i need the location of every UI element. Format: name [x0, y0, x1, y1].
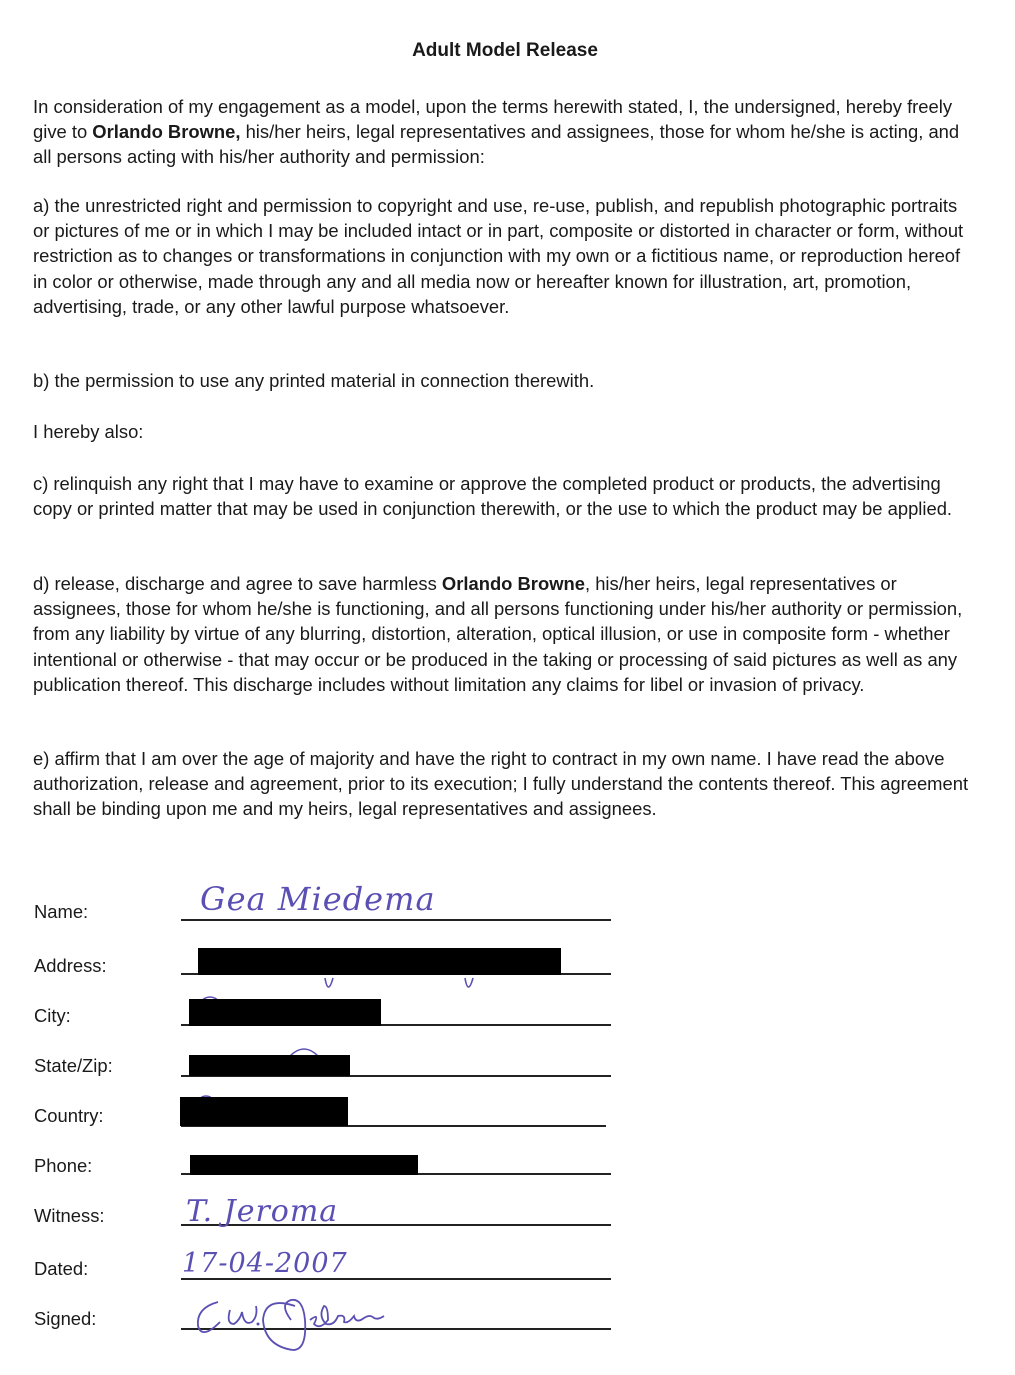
- also-heading: I hereby also:: [33, 421, 144, 442]
- statezip-redaction: [189, 1055, 350, 1076]
- country-label: Country:: [34, 1105, 104, 1126]
- signed-label: Signed:: [34, 1308, 97, 1329]
- statezip-label: State/Zip:: [34, 1055, 113, 1076]
- address-redaction: [198, 948, 561, 975]
- phone-label: Phone:: [34, 1155, 93, 1176]
- dated-handwritten: 17-04-2007: [182, 1248, 348, 1279]
- photographer-name-d: Orlando Browne: [441, 573, 585, 594]
- clause-d-text-1: d) release, discharge and agree to save harmless: [33, 573, 442, 594]
- witness-label: Witness:: [34, 1205, 105, 1226]
- name-handwritten: Gea Miedema: [200, 880, 436, 918]
- clause-b: b) the permission to use any printed material in connection therewith.: [33, 370, 595, 391]
- clause-d-text-2: , his/her heirs, legal representatives or assignees, those for whom he/she is functioning, and all persons functioning under his/her authority or permission, from any liability by virtue of any blurring, distortion, alteration, optical illusion, or use in composite form - whether intentional or otherwise - that may occur or be produced in the taking or processing of said pictures as well as any publication thereof. This discharge includes without limitation any claims for libel or invasion of privacy.: [33, 573, 963, 695]
- intro-text-1: In consideration of my engagement as a model, upon the terms herewith stated, I, the undersigned, hereby freely give to: [33, 96, 953, 143]
- city-redaction: [189, 999, 381, 1026]
- intro-paragraph: [33, 94, 978, 170]
- city-label: City:: [34, 1005, 71, 1026]
- photographer-name: Orlando Browne,: [92, 121, 241, 143]
- signature-drawing: [190, 1288, 450, 1358]
- document-title: Adult Model Release: [412, 40, 598, 61]
- witness-handwritten: T. Jeroma: [186, 1194, 339, 1229]
- clause-a: a) the unrestricted right and permission to copyright and use, re-use, publish, and republish photographic portraits or pictures of me or in which I may be included intact or in part, composite or distorted in character or form, without restriction as to changes or transformations in conjunction with my own or a fictitious name, or reproduction hereof in color or otherwise, made through any and all media now or hereafter known for illustration, art, promotion, advertising, trade, or any other lawful purpose whatsoever.: [33, 195, 964, 317]
- intro-text-2: his/her heirs, legal representatives and assignees, those for whom he/she is acting, and all persons acting with his/her authority and permission:: [33, 121, 960, 168]
- country-redaction: [180, 1097, 348, 1126]
- name-line: [181, 919, 611, 921]
- clause-d: [33, 571, 978, 697]
- dated-label: Dated:: [34, 1258, 89, 1279]
- clause-e: e) affirm that I am over the age of majority and have the right to contract in my own name. I have read the above authorization, release and agreement, prior to its execution; I fully understand the contents thereof. This agreement shall be binding upon me and my heirs, legal representatives and assignees.: [33, 748, 969, 820]
- clause-c: c) relinquish any right that I may have to examine or approve the completed product or products, the advertising copy or printed matter that may be used in conjunction therewith, or the use to which the product may be applied.: [33, 473, 953, 520]
- address-label: Address:: [34, 955, 107, 976]
- name-label: Name:: [34, 901, 89, 922]
- phone-redaction: [190, 1155, 418, 1175]
